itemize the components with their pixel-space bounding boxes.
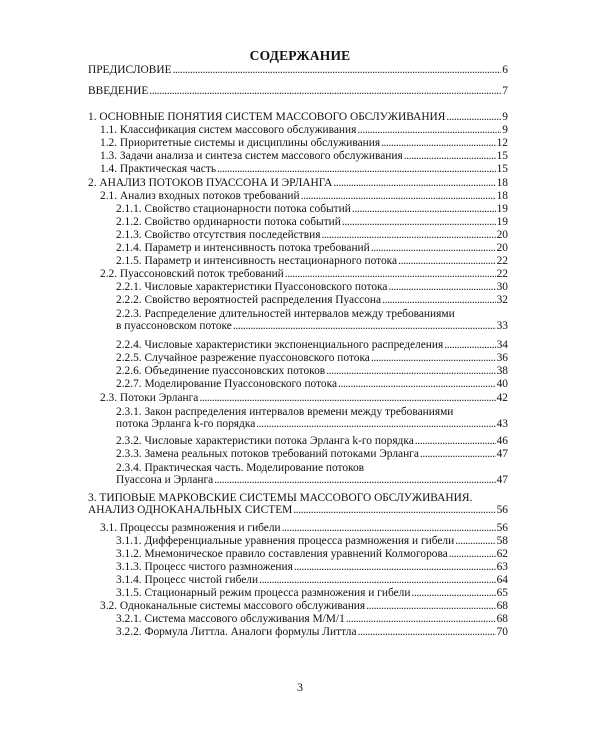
toc-entry[interactable] — [116, 448, 508, 460]
toc-entry[interactable] — [116, 216, 508, 228]
toc-entry[interactable] — [88, 64, 508, 76]
toc-entry-page: 9 — [502, 111, 508, 123]
dot-leader — [333, 177, 495, 189]
toc-entry[interactable] — [116, 255, 508, 267]
toc-entry-title: 2. АНАЛИЗ ПОТОКОВ ПУАССОНА И ЭРЛАНГА — [88, 177, 333, 189]
toc-entry[interactable] — [116, 406, 508, 430]
toc-entry-title: 3.1.2. Мнемоническое правило составления уравнений Колмогорова — [116, 548, 448, 560]
toc-entry-title: ПРЕДИСЛОВИЕ — [88, 64, 172, 76]
toc-entry-page: 68 — [496, 600, 508, 612]
toc-entry-title: 2.2.4. Числовые характеристики экспоненциального распределения — [116, 339, 444, 351]
toc-entry-title-line1: 2.3.4. Практическая часть. Моделирование потоков — [116, 462, 365, 474]
toc-entry-page: 9 — [502, 124, 508, 136]
dot-leader — [233, 320, 496, 332]
toc-entry-title: 2.3.3. Замена реальных потоков требований потоками Эрланга — [116, 448, 419, 460]
dot-leader — [398, 255, 496, 267]
toc-entry-page: 19 — [496, 216, 508, 228]
toc-entry[interactable] — [116, 462, 508, 486]
toc-entry-title: ВВЕДЕНИЕ — [88, 85, 149, 97]
dot-leader — [338, 378, 496, 390]
toc-entry[interactable] — [88, 492, 508, 516]
toc-entry-page: 43 — [496, 418, 508, 430]
toc-entry-page: 6 — [502, 64, 508, 76]
toc-entry[interactable] — [116, 613, 508, 625]
toc-entry-page: 18 — [496, 190, 508, 202]
toc-entry-page: 47 — [496, 448, 508, 460]
toc-entry-page: 22 — [496, 255, 508, 267]
toc-entry-page: 47 — [496, 474, 508, 486]
toc-entry[interactable] — [100, 137, 508, 149]
toc-entry-title: 2.2.6. Объединение пуассоновских потоков — [116, 365, 326, 377]
toc-entry[interactable] — [116, 352, 508, 364]
toc-entry-title: 2.1.1. Свойство стационарности потока событий — [116, 203, 351, 215]
toc-entry[interactable] — [116, 229, 508, 241]
dot-leader — [173, 64, 502, 76]
toc-entry-page: 56 — [496, 522, 508, 534]
toc-entry-page: 40 — [496, 378, 508, 390]
toc-entry[interactable] — [100, 522, 508, 534]
toc-entry[interactable] — [116, 365, 508, 377]
toc-entry-title: 2.2.7. Моделирование Пуассоновского потока — [116, 378, 338, 390]
toc-entry[interactable] — [116, 435, 508, 447]
dot-leader — [358, 626, 496, 638]
toc-entry[interactable] — [116, 587, 508, 599]
toc-entry-page: 20 — [496, 242, 508, 254]
dot-leader — [366, 600, 495, 612]
dot-leader — [371, 242, 496, 254]
dot-leader — [382, 294, 496, 306]
toc-entry-page: 68 — [496, 613, 508, 625]
toc-entry[interactable] — [100, 600, 508, 612]
toc-entry[interactable] — [100, 163, 508, 175]
toc-entry-page: 15 — [496, 150, 508, 162]
toc-entry-page: 58 — [496, 535, 508, 547]
dot-leader — [346, 613, 496, 625]
toc-entry[interactable] — [116, 561, 508, 573]
toc-entry-page: 32 — [496, 294, 508, 306]
toc-entry[interactable] — [116, 574, 508, 586]
toc-entry[interactable] — [116, 242, 508, 254]
dot-leader — [449, 548, 496, 560]
toc-entry-title: 2.1.2. Свойство ординарности потока событий — [116, 216, 341, 228]
toc-entry-second-line — [116, 320, 508, 332]
toc-entry-title: 1. ОСНОВНЫЕ ПОНЯТИЯ СИСТЕМ МАССОВОГО ОБСЛУЖИВАНИЯ — [88, 111, 446, 123]
dot-leader — [214, 474, 495, 486]
toc-entry[interactable] — [116, 294, 508, 306]
toc-entry-page: 46 — [496, 435, 508, 447]
toc-entry[interactable] — [100, 124, 508, 136]
toc-entry-title: 2.1.5. Параметр и интенсивность нестационарного потока — [116, 255, 398, 267]
toc-entry[interactable] — [116, 308, 508, 332]
dot-leader — [282, 522, 496, 534]
dot-leader — [415, 435, 496, 447]
toc-entry-title: 2.1.4. Параметр и интенсивность потока требований — [116, 242, 370, 254]
toc-entry-page: 19 — [496, 203, 508, 215]
dot-leader — [411, 587, 495, 599]
toc-entry-title: 2.2.1. Числовые характеристики Пуассоновского потока — [116, 281, 388, 293]
dot-leader — [199, 392, 495, 404]
toc-entry-title: 1.4. Практическая часть — [100, 163, 217, 175]
dot-leader — [357, 124, 501, 136]
toc-entry-page: 12 — [496, 137, 508, 149]
toc-entry-title-line2: потока Эрланга k-го порядка — [116, 418, 256, 430]
dot-leader — [301, 190, 496, 202]
toc-entry-page: 33 — [496, 320, 508, 332]
toc-entry-title-line2: в пуассоновском потоке — [116, 320, 232, 332]
dot-leader — [404, 150, 496, 162]
dot-leader — [381, 137, 496, 149]
toc-entry-page: 20 — [496, 229, 508, 241]
toc-entry-title-line1: 2.3.1. Закон распределения интервалов времени между требованиями — [116, 406, 454, 418]
toc-entry-page: 30 — [496, 281, 508, 293]
dot-leader — [352, 203, 496, 215]
toc-entry-page: 65 — [496, 587, 508, 599]
toc-entry-title: 3.2.2. Формула Литтла. Аналоги формулы Литтла — [116, 626, 357, 638]
toc-entry-title: 3.1.5. Стационарный режим процесса размножения и гибели — [116, 587, 411, 599]
toc-entry-title: 2.1. Анализ входных потоков требований — [100, 190, 300, 202]
dot-leader — [217, 163, 496, 175]
dot-leader — [455, 535, 495, 547]
toc-entry-title: 2.3.2. Числовые характеристики потока Эрланга k-го порядка — [116, 435, 414, 447]
dot-leader — [259, 574, 496, 586]
toc-entry-second-line — [116, 418, 508, 430]
dot-leader — [256, 418, 495, 430]
toc-entry-page: 70 — [496, 626, 508, 638]
dot-leader — [293, 504, 495, 516]
toc-entry-title: 1.3. Задачи анализа и синтеза систем массового обслуживания — [100, 150, 403, 162]
toc-entry-title: 3.1.3. Процесс чистого размножения — [116, 561, 293, 573]
dot-leader — [321, 229, 495, 241]
toc-entry-title: 1.2. Приоритетные системы и дисциплины обслуживания — [100, 137, 381, 149]
page-title: СОДЕРЖАНИЕ — [249, 48, 351, 63]
toc-entry-title: 2.2.2. Свойство вероятностей распределения Пуассона — [116, 294, 382, 306]
dot-leader — [342, 216, 496, 228]
toc-entry-page: 7 — [502, 85, 508, 97]
toc-entry-page: 38 — [496, 365, 508, 377]
toc-entry[interactable] — [116, 378, 508, 390]
dot-leader — [285, 268, 496, 280]
dot-leader — [149, 85, 501, 97]
toc-entry-title-line1: 3. ТИПОВЫЕ МАРКОВСКИЕ СИСТЕМЫ МАССОВОГО ОБСЛУЖИВАНИЯ. — [88, 492, 473, 504]
toc-entry-title: 2.2.5. Случайное разрежение пуассоновского потока — [116, 352, 370, 364]
dot-leader — [444, 339, 495, 351]
toc-entry[interactable] — [116, 535, 508, 547]
toc-entry-second-line — [116, 474, 508, 486]
toc-entry-title: 3.1.1. Дифференциальные уравнения процесса размножения и гибели — [116, 535, 455, 547]
toc-entry[interactable] — [116, 203, 508, 215]
toc-entry-page: 15 — [496, 163, 508, 175]
toc-entry-title-line1: 2.2.3. Распределение длительностей интервалов между требованиями — [116, 308, 455, 320]
toc-entry-title: 2.1.3. Свойство отсутствия последействия — [116, 229, 321, 241]
toc-entry-title: 3.2. Одноканальные системы массового обслуживания — [100, 600, 366, 612]
toc-entry[interactable] — [100, 268, 508, 280]
dot-leader — [388, 281, 495, 293]
toc-entry-page: 34 — [496, 339, 508, 351]
toc-entry-page: 42 — [496, 392, 508, 404]
toc-entry-title-line2: АНАЛИЗ ОДНОКАНАЛЬНЫХ СИСТЕМ — [88, 504, 293, 516]
toc-entry-page: 62 — [496, 548, 508, 560]
toc-entry-title: 3.1. Процессы размножения и гибели — [100, 522, 281, 534]
toc-entry[interactable] — [116, 339, 508, 351]
toc-entry-title: 3.1.4. Процесс чистой гибели — [116, 574, 259, 586]
toc-entry-title: 2.3. Потоки Эрланга — [100, 392, 199, 404]
toc-entry-page: 64 — [496, 574, 508, 586]
toc-entry-page: 18 — [496, 177, 508, 189]
dot-leader — [446, 111, 501, 123]
dot-leader — [294, 561, 496, 573]
toc-entry[interactable] — [116, 281, 508, 293]
dot-leader — [420, 448, 496, 460]
toc-entry[interactable] — [88, 177, 508, 189]
toc-entry-page: 36 — [496, 352, 508, 364]
dot-leader — [371, 352, 496, 364]
toc-entry-title: 2.2. Пуассоновский поток требований — [100, 268, 284, 280]
toc-entry-page: 63 — [496, 561, 508, 573]
toc-entry-title: 1.1. Классификация систем массового обслуживания — [100, 124, 357, 136]
dot-leader — [326, 365, 495, 377]
toc-entry-page: 56 — [496, 504, 508, 516]
toc-entry-title-line2: Пуассона и Эрланга — [116, 474, 214, 486]
toc-entry[interactable] — [88, 111, 508, 123]
toc-entry[interactable] — [88, 85, 508, 97]
toc-entry-title: 3.2.1. Система массового обслуживания M/M/1 — [116, 613, 345, 625]
toc-entry[interactable] — [116, 626, 508, 638]
page-number: 3 — [297, 680, 303, 694]
toc-entry[interactable] — [100, 392, 508, 404]
toc-entry-page: 22 — [496, 268, 508, 280]
toc-entry[interactable] — [100, 190, 508, 202]
toc-entry[interactable] — [116, 548, 508, 560]
toc-entry-second-line — [88, 504, 508, 516]
toc-entry[interactable] — [100, 150, 508, 162]
